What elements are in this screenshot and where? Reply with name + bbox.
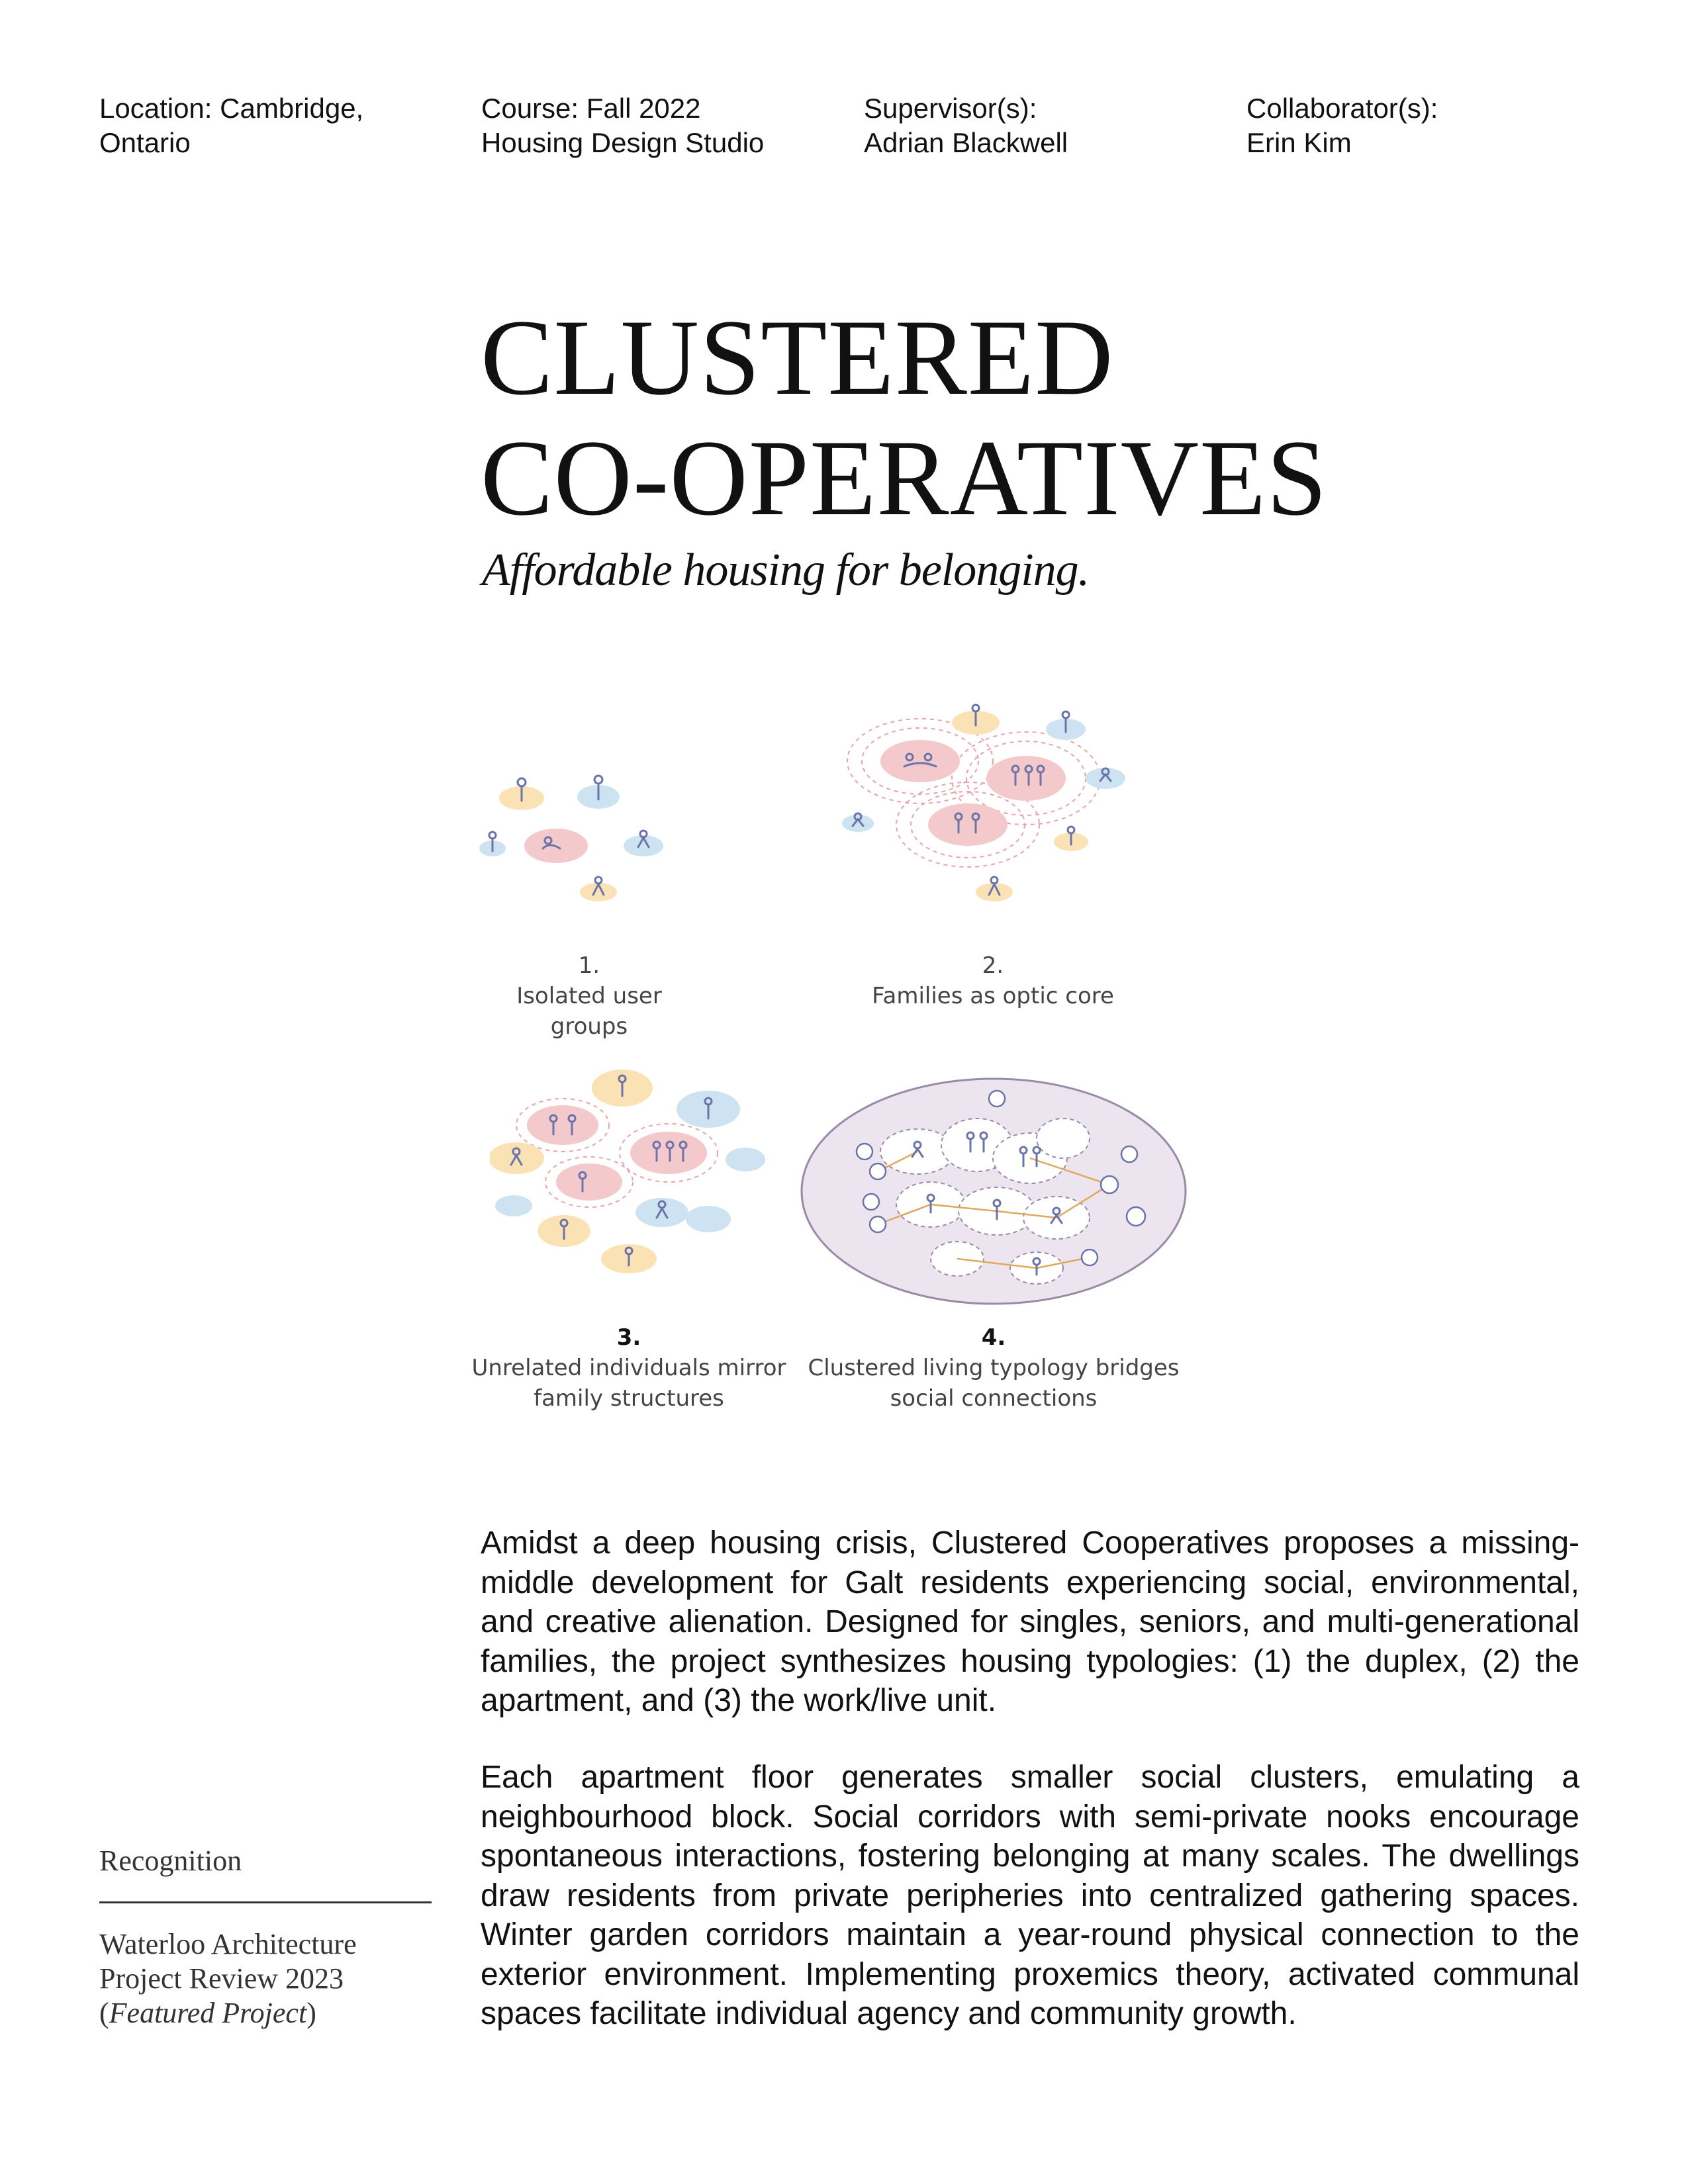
page-title xyxy=(481,298,1328,539)
caption-4-number: 4. xyxy=(981,1324,1006,1351)
caption-4 xyxy=(798,1322,1189,1414)
meta-supervisor xyxy=(864,91,1221,160)
meta-location-line2: Ontario xyxy=(99,127,191,158)
diagram-isolated-groups xyxy=(477,748,702,920)
body-paragraph-2: Each apartment floor generates smaller social clusters, emulating a neighbourhood block. Social corridors with semi-private nooks encourage spontaneous interactions, fostering belonging at many scales. The dwellings draw residents from private peripheries into centralized gathering spaces. Winter garden corridors maintain a year-round physical connection to the exterior environment. Implementing proxemics theory, activated communal spaces facilitate individual agency and community growth. xyxy=(481,1760,1579,2031)
meta-course-line2: Housing Design Studio xyxy=(481,127,765,158)
recognition-line1: Waterloo Architecture xyxy=(99,1928,357,1960)
meta-location-line1: Location: Cambridge, xyxy=(99,93,364,124)
diagram-unrelated-individuals xyxy=(490,1066,774,1277)
meta-collaborator-line1: Collaborator(s): xyxy=(1246,93,1438,124)
meta-supervisor-line2: Adrian Blackwell xyxy=(864,127,1068,158)
diagram-clustered-typology xyxy=(798,1072,1189,1310)
diagram-1-groups xyxy=(479,785,663,901)
recognition-featured: Featured Project xyxy=(109,1997,307,2029)
meta-course xyxy=(481,91,839,160)
caption-1-text: Isolated user groups xyxy=(516,983,662,1040)
caption-2-text: Families as optic core xyxy=(872,983,1114,1009)
meta-course-line1: Course: Fall 2022 xyxy=(481,93,701,124)
caption-3 xyxy=(463,1322,794,1414)
title-line1: CLUSTERED xyxy=(481,298,1114,418)
caption-2 xyxy=(861,950,1125,1011)
meta-location xyxy=(99,91,457,160)
meta-supervisor-line1: Supervisor(s): xyxy=(864,93,1037,124)
meta-collaborator xyxy=(1246,91,1604,160)
caption-1 xyxy=(477,950,702,1042)
recognition-text xyxy=(99,1927,357,2030)
caption-3-number: 3. xyxy=(616,1324,641,1351)
caption-4-text-line2: social connections xyxy=(890,1385,1098,1412)
page-subtitle: Affordable housing for belonging. xyxy=(482,545,1090,596)
recognition-line2: Project Review 2023 xyxy=(99,1962,344,1995)
recognition-label: Recognition xyxy=(99,1844,242,1877)
recognition-line3: (Featured Project) xyxy=(99,1997,316,2029)
caption-3-text-line2: family structures xyxy=(534,1385,724,1412)
caption-3-text-line1: Unrelated individuals mirror xyxy=(471,1355,786,1381)
caption-1-number: 1. xyxy=(578,952,600,979)
body-paragraph-1: Amidst a deep housing crisis, Clustered Cooperatives proposes a missing-middle development for Galt residents experiencing social, environmental, and creative alienation. Designed for singles, seniors, and multi-generational families, the project synthesizes housing typologies: (1) the duplex, (2) the apartment, and (3) the work/live unit. xyxy=(481,1525,1579,1718)
recognition-divider xyxy=(99,1901,432,1903)
caption-4-text-line1: Clustered living typology bridges xyxy=(808,1355,1180,1381)
caption-2-number: 2. xyxy=(982,952,1004,979)
title-line2: CO-OPERATIVES xyxy=(481,418,1328,538)
meta-collaborator-line2: Erin Kim xyxy=(1246,127,1352,158)
diagram-families-core xyxy=(841,695,1145,913)
